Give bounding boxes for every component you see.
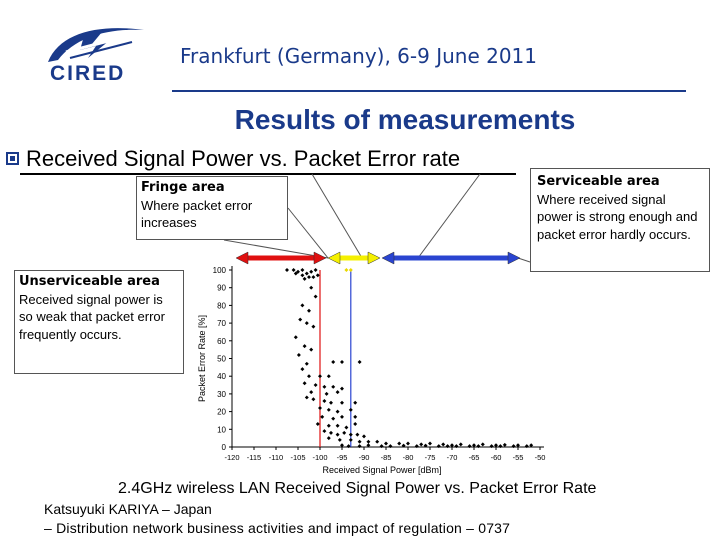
y-tick-label: 70 bbox=[217, 319, 226, 329]
arrow-head-left bbox=[236, 252, 248, 264]
data-point bbox=[375, 440, 379, 444]
arrow-head-right bbox=[368, 252, 380, 264]
data-point bbox=[503, 443, 507, 447]
data-point bbox=[459, 442, 463, 446]
y-tick-label: 50 bbox=[217, 354, 226, 364]
data-point bbox=[309, 348, 313, 352]
y-tick-label: 100 bbox=[212, 266, 226, 275]
data-point bbox=[336, 433, 340, 437]
data-point bbox=[428, 441, 432, 445]
data-point bbox=[349, 268, 353, 272]
data-point bbox=[415, 444, 419, 448]
data-point bbox=[298, 318, 302, 322]
data-point bbox=[441, 442, 445, 446]
data-point bbox=[336, 424, 340, 428]
data-point bbox=[316, 422, 320, 426]
data-point bbox=[325, 392, 329, 396]
data-point bbox=[338, 438, 342, 442]
fringe-range-arrow bbox=[328, 252, 380, 264]
data-point bbox=[305, 321, 309, 325]
data-point bbox=[320, 415, 324, 419]
data-point bbox=[347, 444, 351, 448]
data-point bbox=[498, 444, 502, 448]
callout-fringe-area bbox=[136, 176, 288, 240]
data-point bbox=[340, 401, 344, 405]
x-tick-label: -90 bbox=[358, 453, 370, 462]
callout-serviceable-title: Serviceable area bbox=[537, 174, 660, 189]
data-point bbox=[300, 273, 304, 277]
x-tick-label: -110 bbox=[268, 453, 284, 462]
data-point bbox=[388, 444, 392, 448]
data-point bbox=[307, 374, 311, 378]
data-point bbox=[349, 433, 353, 437]
callout-fringe-text: Where packet error increases bbox=[141, 197, 253, 231]
x-tick-label: -100 bbox=[312, 453, 328, 462]
data-points bbox=[285, 268, 533, 448]
data-point bbox=[311, 397, 315, 401]
data-point bbox=[353, 415, 357, 419]
data-point bbox=[318, 406, 322, 410]
y-tick-label: 90 bbox=[217, 283, 226, 293]
data-point bbox=[322, 429, 326, 433]
data-point bbox=[329, 401, 333, 405]
x-axis-label: Received Signal Power [dBm] bbox=[322, 465, 442, 475]
y-tick-label: 20 bbox=[217, 407, 226, 417]
data-point bbox=[336, 410, 340, 414]
data-point bbox=[366, 440, 370, 444]
y-tick-label: 10 bbox=[217, 425, 226, 435]
data-point bbox=[311, 325, 315, 329]
data-point bbox=[454, 444, 458, 448]
footer-text: – Distribution network business activities and impact of regulation – 0737 bbox=[44, 520, 511, 536]
data-point bbox=[307, 275, 311, 279]
data-point bbox=[380, 444, 384, 448]
arrow-head-right bbox=[508, 252, 520, 264]
data-point bbox=[344, 268, 348, 272]
data-point bbox=[490, 444, 494, 448]
data-point bbox=[331, 385, 335, 389]
chart-axes bbox=[213, 266, 546, 462]
y-tick-label: 40 bbox=[217, 372, 226, 382]
data-point bbox=[305, 362, 309, 366]
x-tick-label: -105 bbox=[290, 453, 306, 462]
callout-serviceable-area bbox=[530, 168, 710, 272]
data-point bbox=[327, 436, 331, 440]
data-point bbox=[307, 309, 311, 313]
x-tick-label: -60 bbox=[490, 453, 502, 462]
data-point bbox=[342, 431, 346, 435]
data-point bbox=[303, 381, 307, 385]
data-point bbox=[300, 303, 304, 307]
data-point bbox=[327, 424, 331, 428]
data-point bbox=[362, 434, 366, 438]
data-point bbox=[355, 433, 359, 437]
data-point bbox=[303, 277, 307, 281]
callout-serviceable-text: Where received signal power is strong enough and packet error hardly occurs. bbox=[537, 191, 698, 242]
data-point bbox=[446, 444, 450, 448]
callout-unserviceable-text: Received signal power is so weak that packet error frequently occurs. bbox=[19, 291, 165, 342]
data-point bbox=[322, 399, 326, 403]
x-tick-label: -80 bbox=[402, 453, 414, 462]
serviceable-range-arrow bbox=[382, 252, 520, 264]
data-point bbox=[309, 286, 313, 290]
data-point bbox=[285, 268, 289, 272]
y-axis-label: Packet Error Rate [%] bbox=[197, 314, 207, 403]
data-point bbox=[300, 268, 304, 272]
data-point bbox=[397, 441, 401, 445]
data-point bbox=[525, 444, 529, 448]
data-point bbox=[327, 374, 331, 378]
data-point bbox=[340, 360, 344, 364]
callout-unserviceable-area bbox=[14, 270, 184, 374]
x-tick-label: -50 bbox=[534, 453, 546, 462]
data-point bbox=[419, 442, 423, 446]
data-point bbox=[349, 438, 353, 442]
data-point bbox=[358, 444, 362, 448]
y-tick-label: 0 bbox=[221, 443, 226, 452]
data-point bbox=[349, 408, 353, 412]
data-point bbox=[305, 272, 309, 276]
data-point bbox=[314, 383, 318, 387]
data-point bbox=[331, 417, 335, 421]
data-point bbox=[481, 442, 485, 446]
data-point bbox=[340, 415, 344, 419]
data-point bbox=[303, 344, 307, 348]
callout-fringe-title: Fringe area bbox=[141, 180, 225, 195]
data-point bbox=[437, 444, 441, 448]
x-tick-label: -75 bbox=[424, 453, 436, 462]
data-point bbox=[512, 444, 516, 448]
data-point bbox=[476, 444, 480, 448]
x-tick-label: -55 bbox=[512, 453, 524, 462]
data-point bbox=[292, 268, 296, 272]
x-tick-label: -115 bbox=[246, 453, 262, 462]
conference-title: Frankfurt (Germany), 6-9 June 2011 bbox=[180, 44, 538, 68]
data-point bbox=[294, 335, 298, 339]
chart-caption: 2.4GHz wireless LAN Received Signal Power vs. Packet Error Rate bbox=[118, 480, 597, 497]
data-point bbox=[316, 273, 320, 277]
data-point bbox=[327, 408, 331, 412]
data-point bbox=[305, 395, 309, 399]
data-point bbox=[309, 390, 313, 394]
data-point bbox=[344, 426, 348, 430]
arrow-head-left bbox=[328, 252, 340, 264]
bullet-text: Received Signal Power vs. Packet Error rate bbox=[26, 146, 461, 171]
data-point bbox=[358, 360, 362, 364]
data-point bbox=[340, 387, 344, 391]
data-point bbox=[318, 374, 322, 378]
unserviceable-range-arrow bbox=[236, 252, 326, 264]
data-point bbox=[314, 268, 318, 272]
data-point bbox=[331, 360, 335, 364]
y-tick-label: 30 bbox=[217, 389, 226, 399]
arrow-head-left bbox=[382, 252, 394, 264]
data-point bbox=[311, 275, 315, 279]
data-point bbox=[300, 367, 304, 371]
logo-text: CIRED bbox=[50, 62, 126, 84]
data-point bbox=[468, 444, 472, 448]
data-point bbox=[406, 441, 410, 445]
callout-unserviceable-title: Unserviceable area bbox=[19, 274, 160, 289]
data-point bbox=[336, 390, 340, 394]
data-point bbox=[322, 385, 326, 389]
data-point bbox=[353, 422, 357, 426]
data-point bbox=[358, 440, 362, 444]
data-point bbox=[309, 270, 313, 274]
data-point bbox=[297, 353, 301, 357]
slide-title: Results of measurements bbox=[234, 104, 576, 135]
data-point bbox=[353, 401, 357, 405]
author-line: Katsuyuki KARIYA – Japan bbox=[44, 501, 212, 517]
data-point bbox=[314, 295, 318, 299]
x-tick-label: -65 bbox=[468, 453, 480, 462]
data-point bbox=[329, 431, 333, 435]
y-tick-label: 80 bbox=[217, 301, 226, 311]
data-point bbox=[384, 441, 388, 445]
area-arrows bbox=[236, 252, 520, 264]
x-tick-label: -95 bbox=[336, 453, 348, 462]
y-tick-label: 60 bbox=[217, 336, 226, 346]
x-tick-label: -120 bbox=[224, 453, 240, 462]
x-tick-label: -70 bbox=[446, 453, 458, 462]
x-tick-label: -85 bbox=[380, 453, 392, 462]
